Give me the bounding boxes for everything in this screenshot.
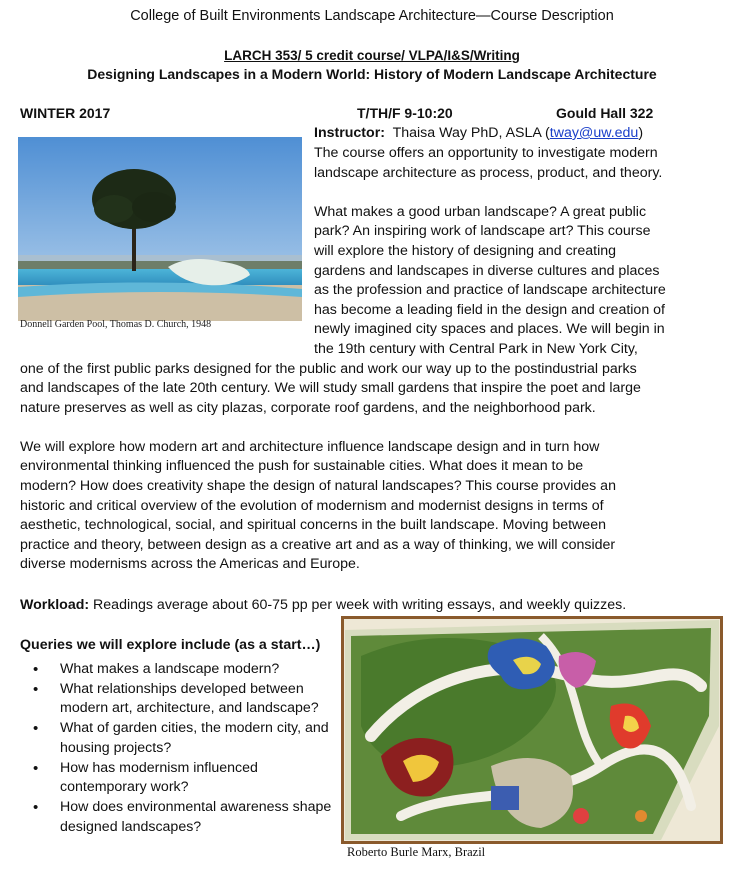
query-item: • How does environmental awareness shape designed landscapes? — [20, 798, 340, 837]
location: Gould Hall 322 — [556, 105, 654, 121]
query-item: • How has modernism influenced contemporary work? — [20, 759, 340, 798]
para1-line: will explore the history of designing and creating — [314, 243, 617, 259]
course-title: Designing Landscapes in a Modern World: History of Modern Landscape Architecture — [87, 66, 657, 82]
para2-line: diverse modernisms across the Americas and Europe. — [20, 556, 360, 572]
para2-line: aesthetic, technological, social, and spiritual concerns in the built landscape. Moving between — [20, 517, 606, 533]
workload-label: Workload: — [20, 597, 90, 613]
para2-line: practice and theory, between design as a creative art and as a way of thinking, we will consider — [20, 537, 616, 553]
para1-line: one of the first public parks designed for the public and work our way up to the postindustrial parks — [20, 361, 637, 377]
schedule: T/TH/F 9-10:20 — [357, 105, 453, 121]
queries-heading: Queries we will explore include (as a start…) — [20, 637, 321, 653]
query-item: • What of garden cities, the modern city, and housing projects? — [20, 719, 340, 758]
department-header: College of Built Environments Landscape Architecture—Course Description — [130, 8, 614, 24]
para1-line: the 19th century with Central Park in New York City, — [314, 341, 638, 357]
garden-plan-image — [341, 616, 723, 844]
para2-line: environmental thinking influenced the push for sustainable cities. What does it mean to be — [20, 458, 584, 474]
instructor-email-link[interactable]: tway@uw.edu — [549, 125, 639, 141]
para2-line: We will explore how modern art and architecture influence landscape design and in turn how — [20, 439, 600, 455]
workload-text: Readings average about 60-75 pp per week with writing essays, and weekly quizzes. — [89, 597, 627, 613]
pool-photo — [18, 137, 302, 321]
query-item: • What relationships developed between modern art, architecture, and landscape? — [20, 680, 340, 719]
course-code: LARCH 353/ 5 credit course/ VLPA/I&S/Writing — [224, 48, 520, 63]
plan-caption: Roberto Burle Marx, Brazil — [347, 845, 486, 859]
workload — [20, 596, 626, 616]
para1-line: What makes a good urban landscape? A great public — [314, 204, 647, 220]
para1-line: park? An inspiring work of landscape art? This course — [314, 223, 651, 239]
term: WINTER 2017 — [20, 105, 111, 121]
instructor-line — [314, 124, 643, 144]
para1-line: and landscapes of the late 20th century. We will study small gardens that inspire the poet and large — [20, 380, 641, 396]
para2-line: historic and critical overview of the evolution of modernism and modernist designs in terms of — [20, 498, 604, 514]
query-item: • What makes a landscape modern? — [20, 660, 340, 680]
para1-line: as the profession and practice of landscape architecture — [314, 282, 666, 298]
pool-caption: Donnell Garden Pool, Thomas D. Church, 1948 — [20, 319, 212, 330]
intro-line: landscape architecture as process, product, and theory. — [314, 165, 663, 181]
para2-line: modern? How does creativity shape the design of natural landscapes? This course provides an — [20, 478, 616, 494]
para1-line: gardens and landscapes in diverse cultures and places — [314, 263, 660, 279]
para1-line: has become a leading field in the design and creation of — [314, 302, 665, 318]
instructor-close: ) — [638, 125, 644, 141]
instructor-label: Instructor: — [314, 125, 385, 141]
para1-line: newly imagined city spaces and places. We will begin in — [314, 321, 665, 337]
intro-line: The course offers an opportunity to investigate modern — [314, 145, 658, 161]
instructor-name: Thaisa Way PhD, ASLA ( — [392, 125, 550, 141]
queries-list — [20, 660, 340, 837]
para1-line: nature preserves as well as city plazas, corporate roof gardens, and the neighborhood park. — [20, 400, 596, 416]
